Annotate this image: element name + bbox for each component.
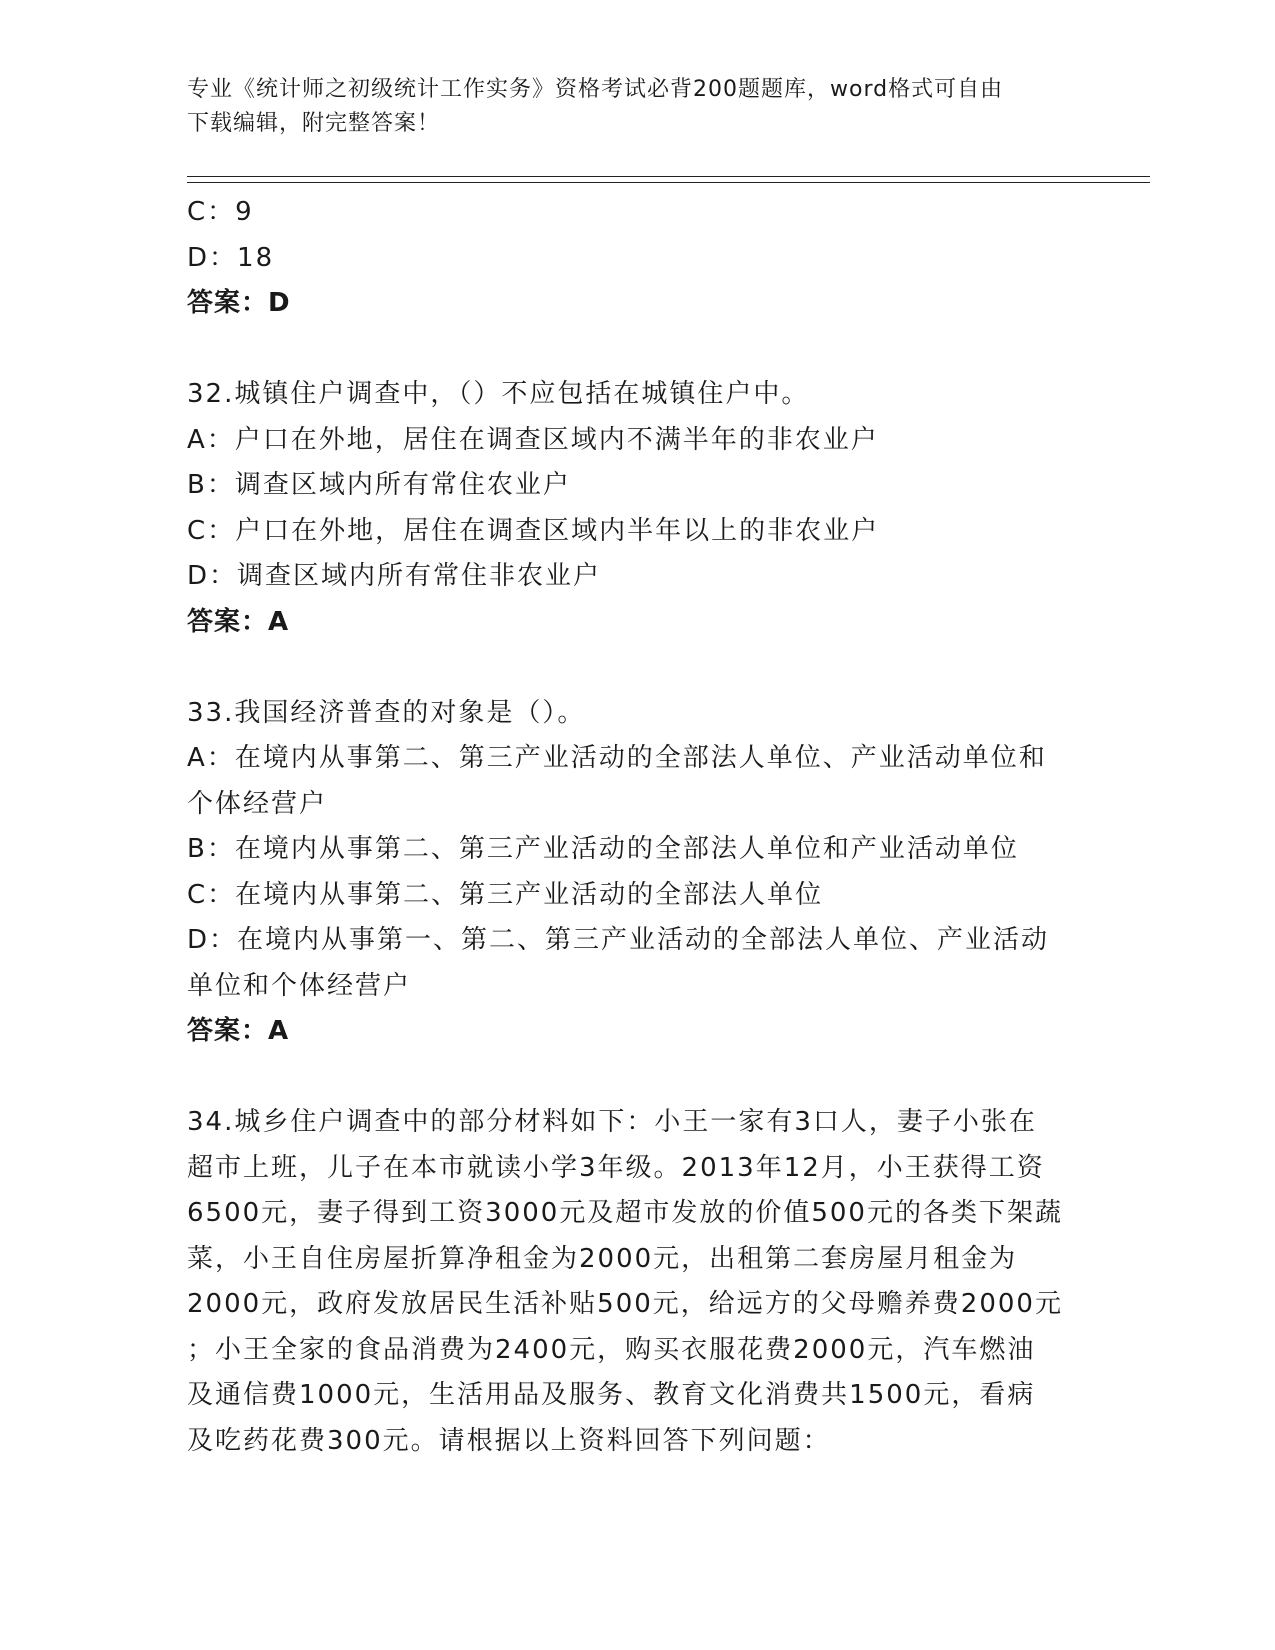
option-c: C：9 (187, 197, 254, 227)
option-d: D：18 (187, 242, 275, 273)
document-body (187, 190, 1087, 1464)
document-header (187, 73, 1087, 141)
option-a: A：在境内从事第二、第三产业活动的全部法人单位、产业活动单位和 (187, 743, 1047, 773)
question-text: 33.我国经济普查的对象是（）。 (187, 697, 586, 728)
option-b: B：在境内从事第二、第三产业活动的全部法人单位和产业活动单位 (187, 834, 1019, 864)
option-a-continued: 个体经营户 (187, 788, 328, 819)
option-d: D：在境内从事第一、第二、第三产业活动的全部法人单位、产业活动 (187, 925, 1050, 955)
answer: 答案：A (187, 1016, 290, 1046)
spacer (187, 645, 1087, 691)
spacer (187, 327, 1087, 373)
option-d-continued: 单位和个体经营户 (187, 970, 412, 1001)
question-text-line: 2000元，政府发放居民生活补贴500元，给远方的父母赡养费2000元 (187, 1289, 1063, 1319)
question-text-line: 及吃药花费300元。请根据以上资料回答下列问题： (187, 1425, 831, 1456)
question-34 (187, 1100, 1087, 1464)
header-divider-bottom (187, 182, 1150, 183)
question-31-tail (187, 190, 1087, 327)
header-line-2: 下载编辑，附完整答案！ (187, 111, 441, 136)
question-text-line: 菜，小王自住房屋折算净租金为2000元，出租第二套房屋月租金为 (187, 1243, 1018, 1274)
option-a: A：户口在外地，居住在调查区域内不满半年的非农业户 (187, 424, 879, 455)
question-text-line: ；小王全家的食品消费为2400元，购买衣服花费2000元，汽车燃油 (187, 1334, 1036, 1365)
question-text: 32.城镇住户调查中，（）不应包括在城镇住户中。 (187, 379, 810, 409)
question-33 (187, 691, 1087, 1055)
option-c: C：户口在外地，居住在调查区域内半年以上的非农业户 (187, 515, 880, 546)
question-text-line: 34.城乡住户调查中的部分材料如下：小王一家有3口人，妻子小张在 (187, 1107, 1037, 1137)
header-line-1: 专业《统计师之初级统计工作实务》资格考试必背200题题库，word格式可自由 (187, 77, 1004, 102)
question-text-line: 超市上班，儿子在本市就读小学3年级。2013年12月，小王获得工资 (187, 1152, 1045, 1183)
header-divider-top (187, 176, 1150, 177)
option-c: C：在境内从事第二、第三产业活动的全部法人单位 (187, 879, 824, 910)
question-text-line: 及通信费1000元，生活用品及服务、教育文化消费共1500元，看病 (187, 1380, 1036, 1410)
question-32 (187, 372, 1087, 645)
option-b: B：调查区域内所有常住农业户 (187, 470, 571, 500)
answer: 答案：A (187, 606, 290, 637)
answer: 答案：D (187, 288, 291, 318)
question-text-line: 6500元，妻子得到工资3000元及超市发放的价值500元的各类下架蔬 (187, 1198, 1063, 1228)
spacer (187, 1055, 1087, 1101)
option-d: D：调查区域内所有常住非农业户 (187, 561, 602, 591)
